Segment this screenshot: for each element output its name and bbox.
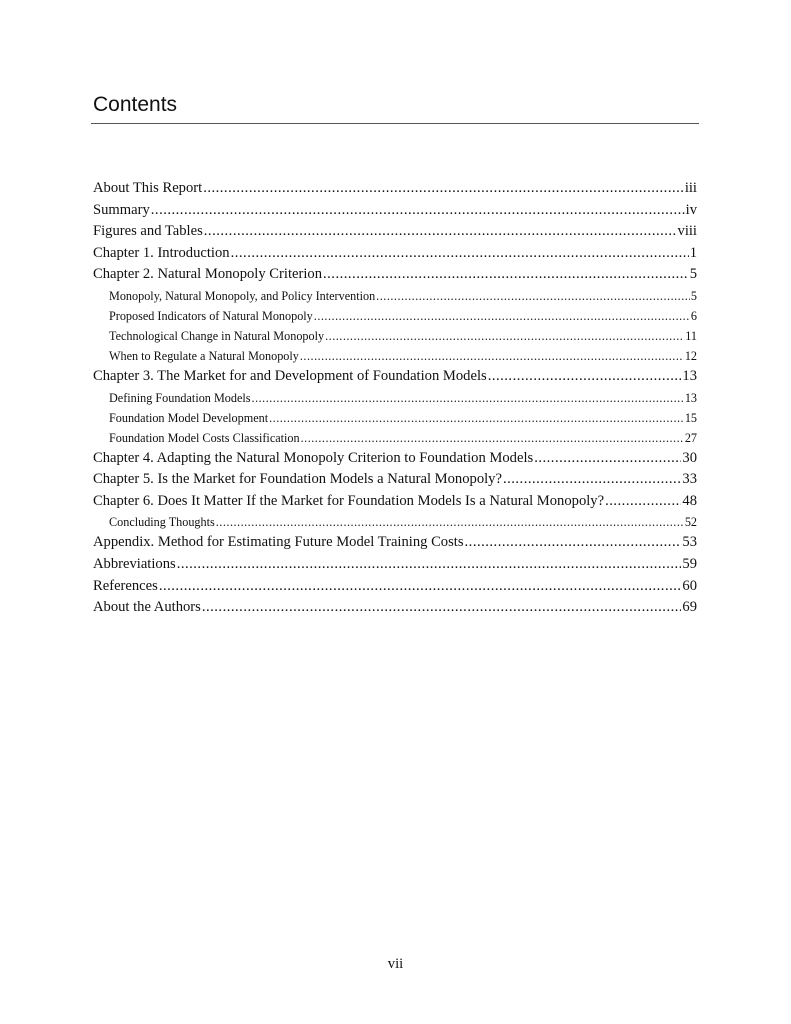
toc-entry-label: Chapter 3. The Market for and Development of Foundation Models bbox=[93, 367, 487, 384]
toc-leader bbox=[269, 408, 684, 428]
toc-subentry[interactable] bbox=[93, 388, 697, 408]
toc-entry-page: iii bbox=[684, 180, 697, 196]
toc-subentry[interactable] bbox=[93, 346, 697, 366]
toc-entry-page: iv bbox=[685, 201, 697, 218]
toc-entry-label: Chapter 6. Does It Matter If the Market for Foundation Models Is a Natural Monopoly? bbox=[93, 492, 605, 509]
toc-entry-label: Concluding Thoughts bbox=[109, 515, 215, 530]
toc-leader bbox=[534, 448, 681, 470]
toc-entry[interactable] bbox=[93, 554, 697, 576]
toc-leader bbox=[301, 428, 684, 448]
toc-entry-page: 1 bbox=[689, 244, 697, 261]
toc-leader bbox=[605, 491, 681, 513]
toc-leader bbox=[300, 346, 684, 366]
toc-entry-page: 27 bbox=[684, 430, 697, 445]
toc-entry[interactable] bbox=[93, 366, 697, 388]
toc-leader bbox=[503, 469, 681, 491]
toc-subentry[interactable] bbox=[93, 428, 697, 448]
toc-entry-page: 6 bbox=[690, 308, 697, 323]
toc-entry-page: 11 bbox=[685, 328, 697, 343]
toc-subentry[interactable] bbox=[93, 286, 697, 306]
toc-leader bbox=[314, 306, 690, 326]
toc-entry-label: References bbox=[93, 577, 158, 594]
toc-entry-label: Chapter 5. Is the Market for Foundation Models a Natural Monopoly? bbox=[93, 471, 502, 488]
table-of-contents bbox=[93, 178, 697, 619]
toc-entry[interactable] bbox=[93, 178, 697, 200]
toc-entry[interactable] bbox=[93, 200, 697, 222]
toc-leader bbox=[202, 597, 682, 619]
toc-entry-label: Foundation Model Development bbox=[109, 410, 269, 425]
toc-leader bbox=[159, 576, 682, 598]
toc-entry-page: 59 bbox=[682, 555, 697, 572]
toc-entry-label: About the Authors bbox=[93, 599, 201, 616]
toc-entry-label: Abbreviations bbox=[93, 555, 176, 572]
toc-entry-page: 60 bbox=[682, 577, 697, 594]
toc-leader bbox=[203, 178, 684, 200]
toc-subentry[interactable] bbox=[93, 512, 697, 532]
toc-entry-page: 48 bbox=[682, 492, 697, 509]
toc-entry-label: Figures and Tables bbox=[93, 223, 203, 240]
toc-leader bbox=[151, 200, 685, 222]
toc-entry[interactable] bbox=[93, 576, 697, 598]
toc-entry[interactable] bbox=[93, 448, 697, 470]
toc-leader bbox=[465, 532, 682, 554]
toc-entry-label: Monopoly, Natural Monopoly, and Policy Intervention bbox=[109, 288, 376, 303]
toc-entry-page: 13 bbox=[684, 390, 697, 405]
toc-leader bbox=[323, 264, 689, 286]
toc-leader bbox=[488, 366, 682, 388]
toc-entry-label: Chapter 2. Natural Monopoly Criterion bbox=[93, 266, 322, 283]
toc-subentry[interactable] bbox=[93, 326, 697, 346]
toc-subentry[interactable] bbox=[93, 408, 697, 428]
toc-entry-label: About This Report bbox=[93, 180, 203, 196]
page-number: vii bbox=[387, 956, 404, 972]
toc-entry-page: 53 bbox=[682, 534, 697, 551]
toc-leader bbox=[177, 554, 682, 576]
toc-leader bbox=[325, 326, 684, 346]
toc-subentry[interactable] bbox=[93, 306, 697, 326]
toc-entry[interactable] bbox=[93, 264, 697, 286]
toc-leader bbox=[204, 221, 677, 243]
toc-entry-label: Technological Change in Natural Monopoly bbox=[109, 328, 325, 343]
title-rule bbox=[91, 123, 699, 124]
toc-entry-page: 5 bbox=[690, 288, 697, 303]
toc-entry-label: When to Regulate a Natural Monopoly bbox=[109, 348, 299, 363]
toc-entry-page: 5 bbox=[689, 266, 697, 283]
toc-entry-page: 30 bbox=[682, 449, 697, 466]
toc-entry[interactable] bbox=[93, 221, 697, 243]
toc-leader bbox=[216, 512, 684, 532]
toc-entry-page: 52 bbox=[684, 515, 697, 530]
toc-entry-page: 13 bbox=[682, 367, 697, 384]
toc-entry-label: Appendix. Method for Estimating Future Model Training Costs bbox=[93, 534, 464, 551]
toc-leader bbox=[231, 243, 689, 265]
toc-entry-label: Chapter 1. Introduction bbox=[93, 244, 230, 261]
toc-entry-label: Foundation Model Costs Classification bbox=[109, 430, 300, 445]
toc-entry-page: viii bbox=[677, 223, 697, 240]
toc-entry[interactable] bbox=[93, 597, 697, 619]
toc-entry[interactable] bbox=[93, 243, 697, 265]
toc-entry-page: 15 bbox=[684, 410, 697, 425]
toc-entry-label: Proposed Indicators of Natural Monopoly bbox=[109, 308, 313, 323]
toc-entry-page: 69 bbox=[682, 599, 697, 616]
toc-entry[interactable] bbox=[93, 532, 697, 554]
toc-entry-label: Chapter 4. Adapting the Natural Monopoly Criterion to Foundation Models bbox=[93, 449, 534, 466]
toc-entry-label: Defining Foundation Models bbox=[109, 390, 251, 405]
page-title: Contents bbox=[93, 93, 178, 116]
toc-leader bbox=[252, 388, 684, 408]
toc-entry[interactable] bbox=[93, 469, 697, 491]
toc-leader bbox=[376, 286, 690, 306]
toc-entry-label: Summary bbox=[93, 201, 150, 218]
toc-entry-page: 33 bbox=[682, 471, 697, 488]
toc-entry[interactable] bbox=[93, 491, 697, 513]
toc-entry-page: 12 bbox=[684, 348, 697, 363]
